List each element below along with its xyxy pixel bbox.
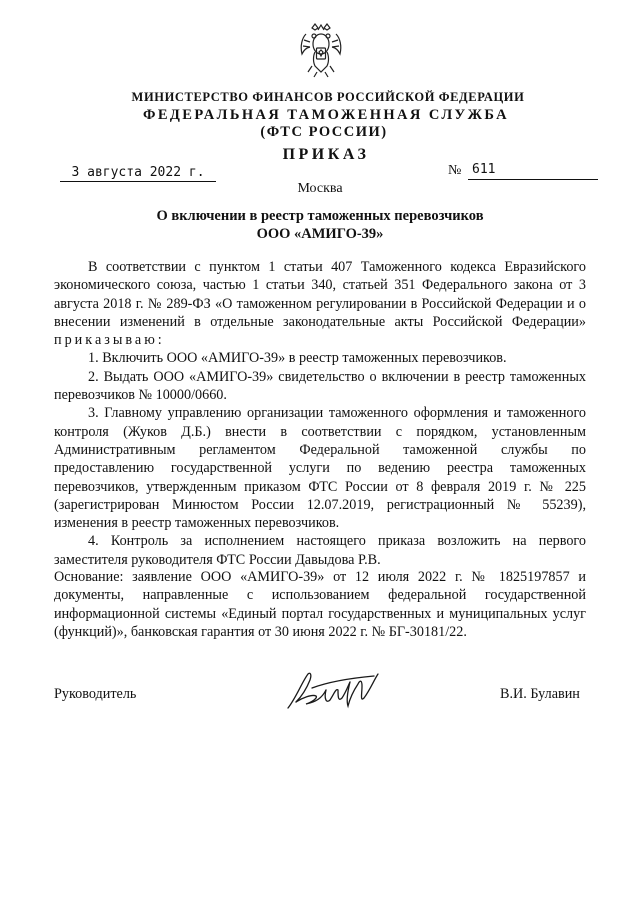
basis-paragraph: Основание: заявление ООО «АМИГО-39» от 12 июля 2022 г. № 1825197857 и документы, направленные с использованием федеральной государственной информационной системы «Единый портал государственных и муниципальных услуг (функций)», банковская гарантия от 30 июня 2022 г. № БГ-30181/22.	[54, 569, 586, 640]
preamble	[54, 258, 586, 349]
number-sign: №	[448, 163, 462, 178]
order-word: приказываю:	[54, 332, 165, 349]
preamble-text: В соответствии с пунктом 1 статьи 407 Таможенного кодекса Евразийского экономического союза, частью 1 статьи 340, статьей 351 Федерального закона от 3 августа 2018 г. № 289-ФЗ «О таможенном регулировании в Российской Федерации и о внесении изменений в отдельные законодательные акты Российской Федерации»	[54, 259, 586, 330]
document-number: 611	[468, 163, 598, 180]
order-item-4: 4. Контроль за исполнением настоящего приказа возложить на первого заместителя руководителя ФТС России Давыдова Р.В.	[54, 533, 586, 568]
handwritten-signature-icon	[282, 668, 390, 716]
document-title-line2: ООО «АМИГО-39»	[256, 226, 384, 242]
coat-of-arms-icon	[298, 22, 344, 78]
service-name: ФЕДЕРАЛЬНАЯ ТАМОЖЕННАЯ СЛУЖБА	[142, 107, 509, 123]
document-date: 3 августа 2022 г.	[60, 165, 216, 182]
document-type: ПРИКАЗ	[282, 146, 370, 163]
document-city: Москва	[297, 181, 343, 196]
signatory-name: В.И. Булавин	[500, 686, 580, 702]
signatory-title: Руководитель	[54, 686, 137, 702]
document-title-line1: О включении в реестр таможенных перевозчиков	[156, 208, 484, 224]
order-item-2: 2. Выдать ООО «АМИГО-39» свидетельство о включении в реестр таможенных перевозчиков № 10000/0660.	[54, 368, 586, 404]
document-body	[54, 258, 586, 569]
order-item-3: 3. Главному управлению организации таможенного оформления и таможенного контроля (Жуков Д.Б.) внести в соответствии с порядком, установленным Административным регламентом Федеральной таможенной службы по предоставлению государственной услуги по ведению реестра таможенных перевозчиков, утвержденным приказом ФТС России от 8 февраля 2019 г. № 225 (зарегистрирован Минюстом России 12.07.2019, регистрационный № 55239), изменения в реестр таможенных перевозчиков.	[54, 405, 586, 532]
service-abbreviation: (ФТС РОССИИ)	[260, 124, 388, 140]
order-item-1: 1. Включить ООО «АМИГО-39» в реестр таможенных перевозчиков.	[88, 350, 507, 367]
ministry-name: МИНИСТЕРСТВО ФИНАНСОВ РОССИЙСКОЙ ФЕДЕРАЦИИ	[131, 90, 525, 104]
